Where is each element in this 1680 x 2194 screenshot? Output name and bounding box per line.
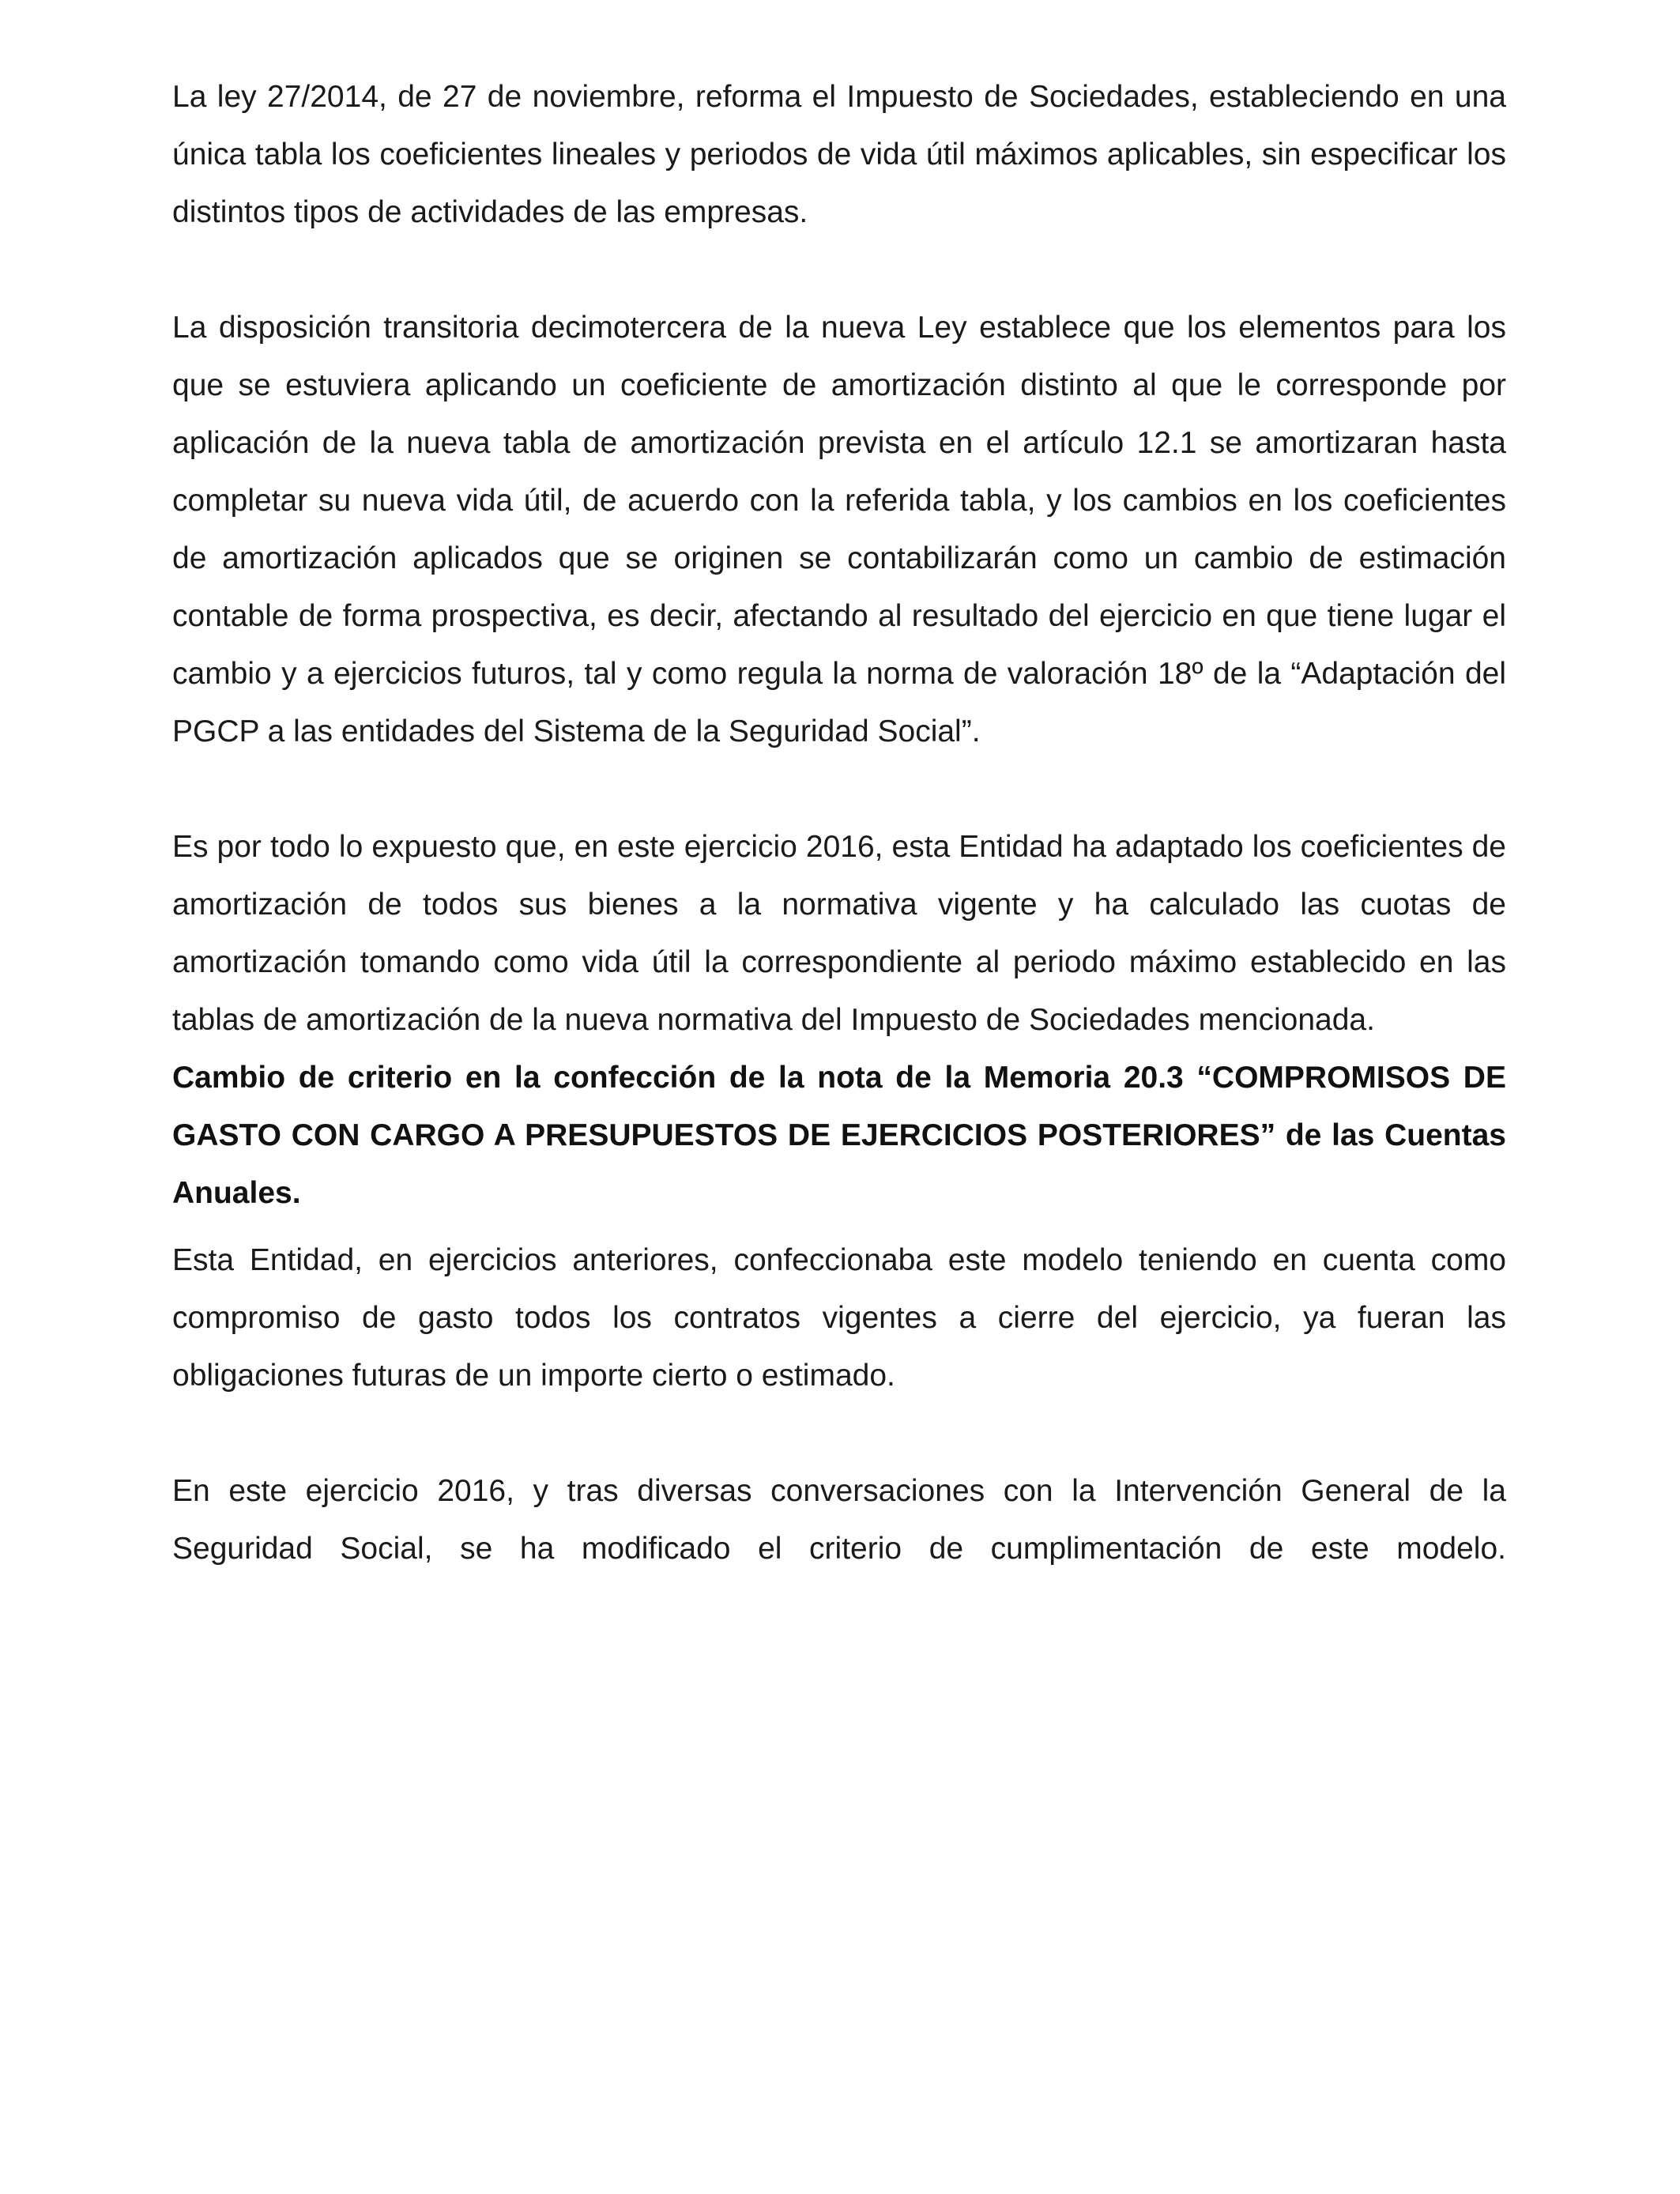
paragraph-ley-27-2014: La ley 27/2014, de 27 de noviembre, reforma el Impuesto de Sociedades, estableciendo en una única tabla los coeficientes lineales y periodos de vida útil máximos aplicables, sin especificar los distintos tipos de actividades de las empresas. [172, 80, 1506, 229]
paragraph-adaptacion-coeficientes: Es por todo lo expuesto que, en este ejercicio 2016, esta Entidad ha adaptado los coeficientes de amortización de todos sus bienes a la normativa vigente y ha calculado las cuotas de amortización tomando como vida útil la correspondiente al periodo máximo establecido en las tablas de amortización de la nueva normativa del Impuesto de Sociedades mencionada. [172, 830, 1506, 1037]
document-body [172, 68, 1506, 1578]
section-heading-cambio-criterio: Cambio de criterio en la confección de la nota de la Memoria 20.3 “COMPROMISOS DE GASTO CON CARGO A PRESUPUESTOS DE EJERCICIOS POSTERIORES” de las Cuentas Anuales. [172, 1061, 1506, 1210]
paragraph-ejercicios-anteriores: Esta Entidad, en ejercicios anteriores, confeccionaba este modelo teniendo en cuenta como compromiso de gasto todos los contratos vigentes a cierre del ejercicio, ya fueran las obligaciones futuras de un importe cierto o estimado. [172, 1243, 1506, 1393]
paragraph-ejercicio-2016: En este ejercicio 2016, y tras diversas conversaciones con la Intervención General de la Seguridad Social, se ha modificado el criterio de cumplimentación de este modelo. [172, 1474, 1506, 1566]
paragraph-disposicion-transitoria: La disposición transitoria decimotercera de la nueva Ley establece que los elementos para los que se estuviera aplicando un coeficiente de amortización distinto al que le corresponde por aplicación de la nueva tabla de amortización prevista en el artículo 12.1 se amortizaran hasta completar su nueva vida útil, de acuerdo con la referida tabla, y los cambios en los coeficientes de amortización aplicados que se originen se contabilizarán como un cambio de estimación contable de forma prospectiva, es decir, afectando al resultado del ejercicio en que tiene lugar el cambio y a ejercicios futuros, tal y como regula la norma de valoración 18º de la “Adaptación del PGCP a las entidades del Sistema de la Seguridad Social”. [172, 311, 1506, 748]
